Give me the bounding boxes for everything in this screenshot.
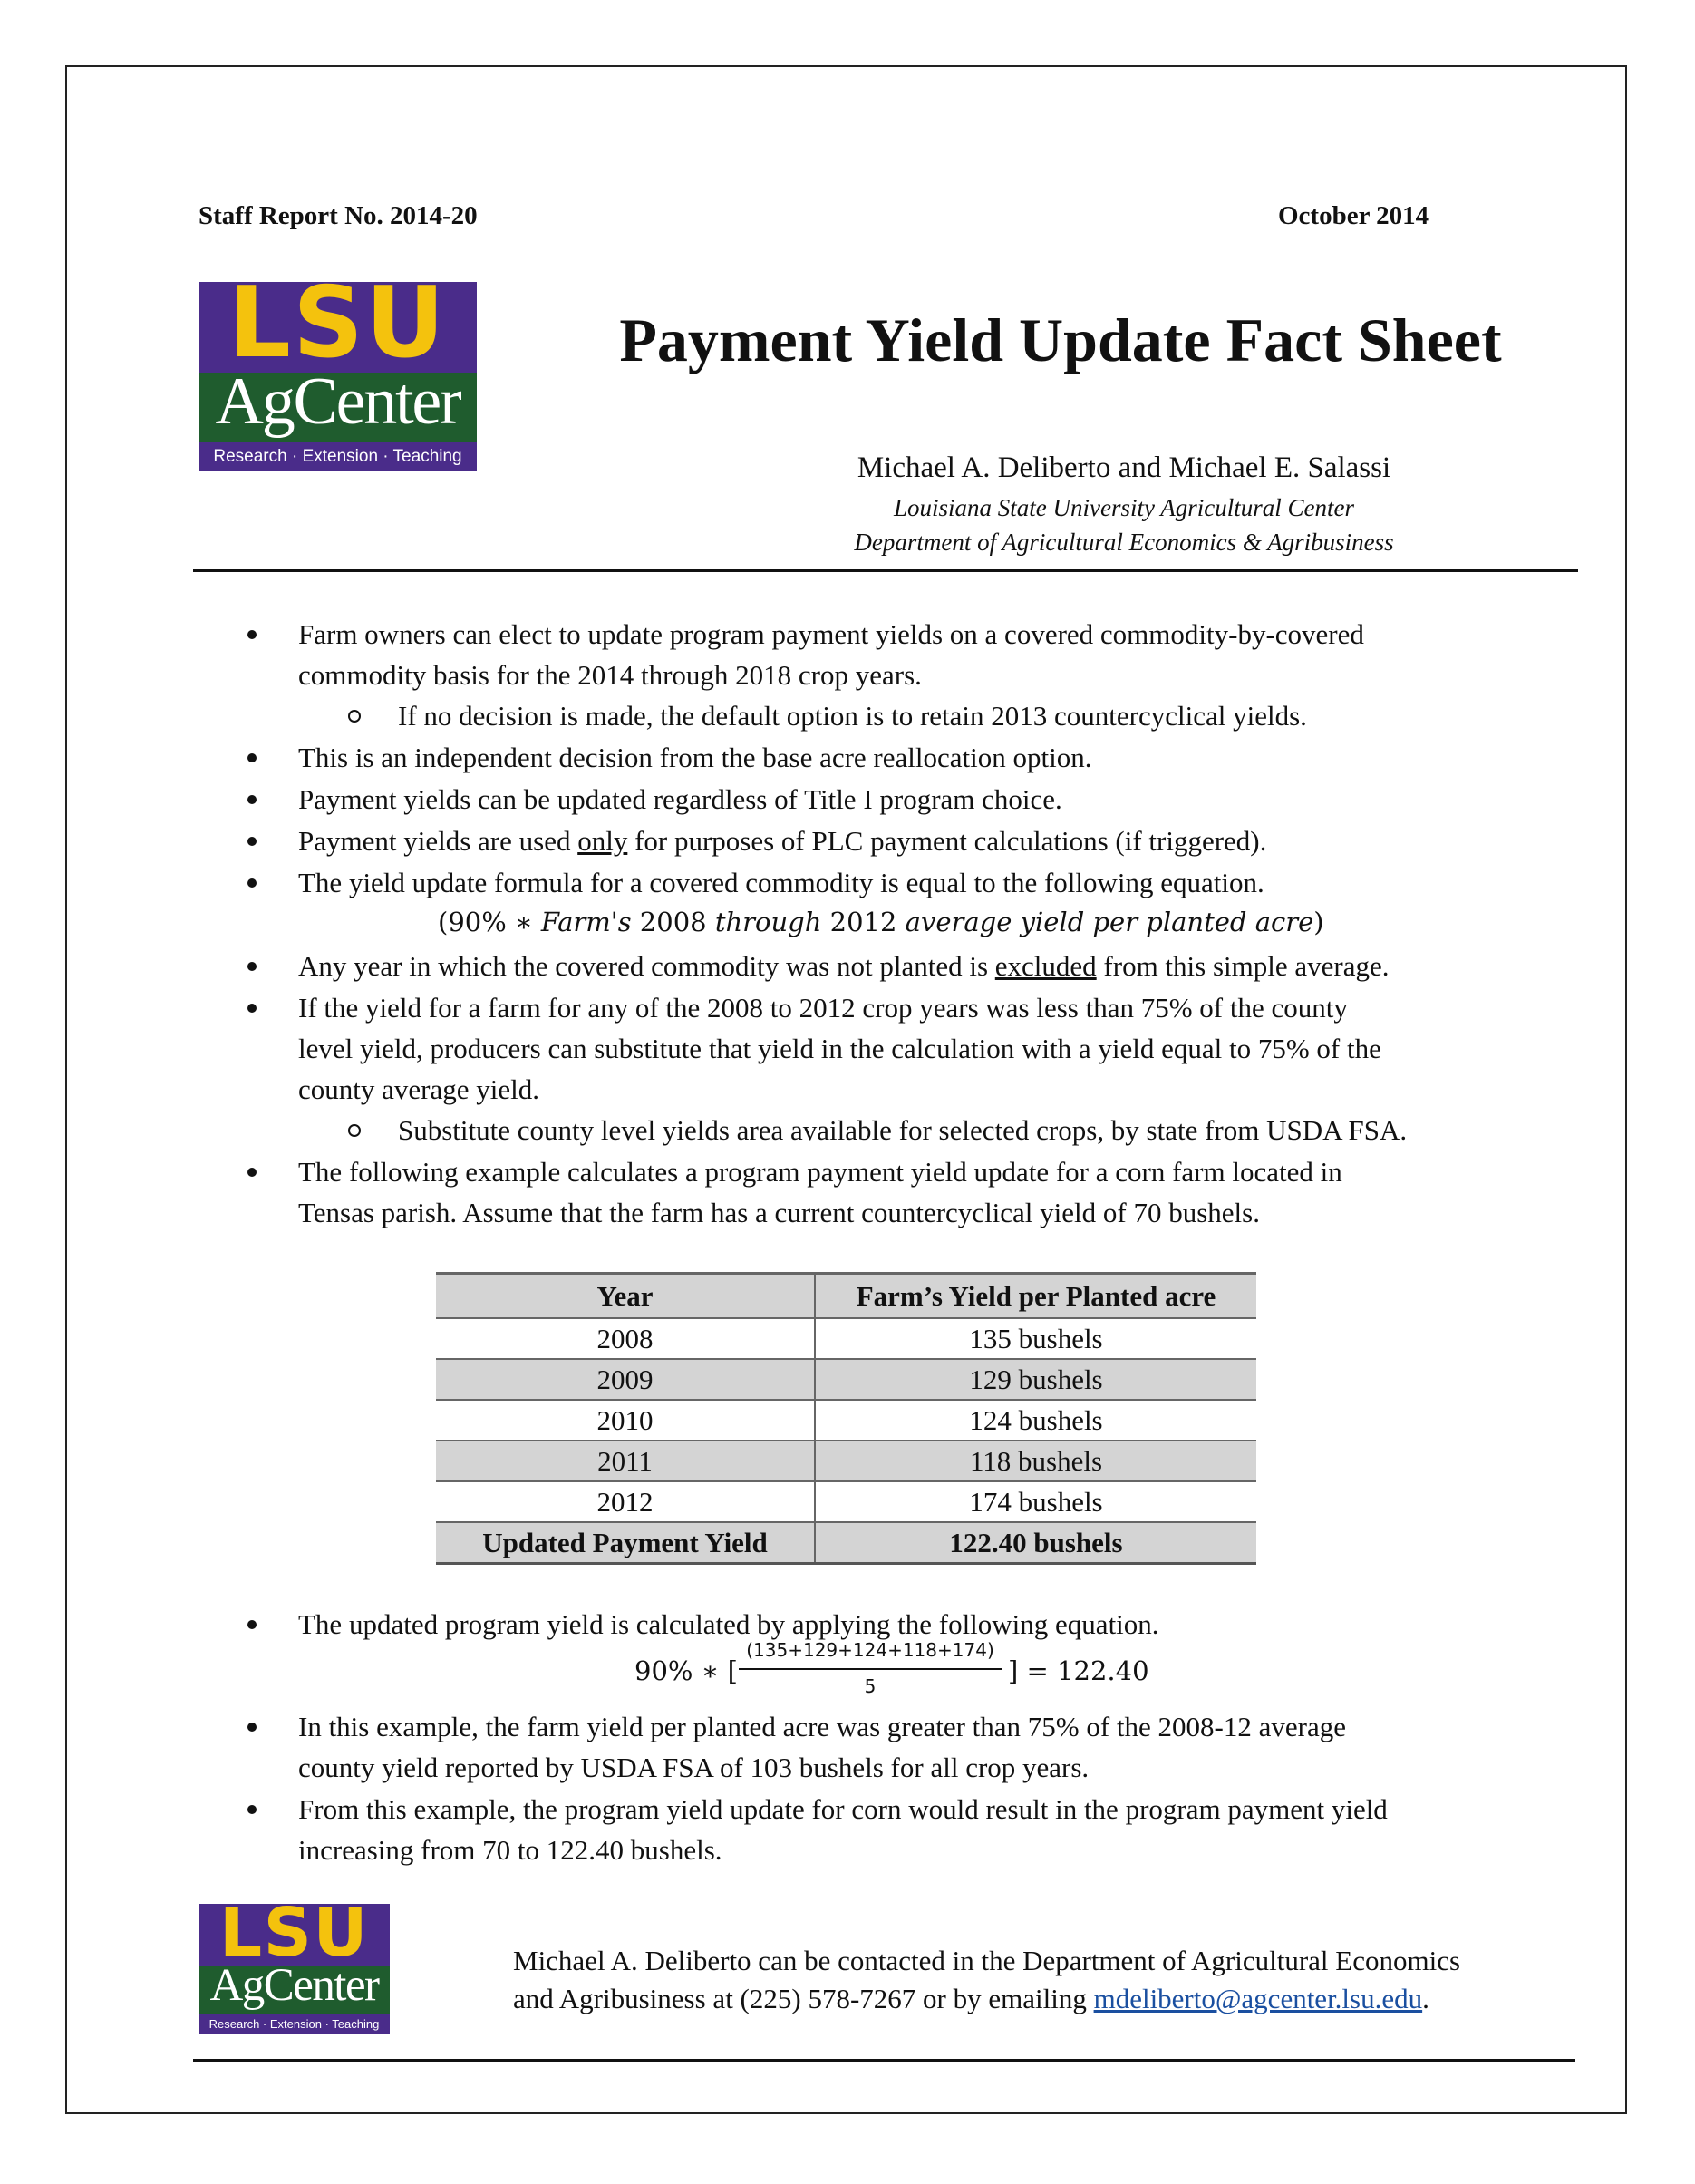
column-header-yield: Farm’s Yield per Planted acre [815,1274,1256,1319]
yield-formula [438,907,1324,937]
table-row [436,1441,1256,1481]
header-rule [193,569,1578,572]
logo-tagline: Research · Extension · Teaching [199,2014,390,2034]
list-item-continued: level yield, producers can substitute that yield in the calculation with a yield equal to 75% of the [298,1033,1381,1064]
year-cell: 2009 [436,1359,815,1400]
table-row [436,1359,1256,1400]
formula-numerator: (135+129+124+118+174) [746,1639,994,1661]
formula-part: average yield per planted acre [905,907,1314,937]
lsu-agcenter-logo [199,282,477,471]
list-item: Payment yields can be updated regardless of Title I program choice. [298,783,1062,815]
text-segment: and Agribusiness at (225) 578-7267 or by emailing [513,1983,1094,2014]
contact-line-2 [513,1980,1429,2018]
lsu-agcenter-logo-footer [199,1904,390,2034]
email-link[interactable]: mdeliberto@agcenter.lsu.edu [1093,1983,1423,2014]
contact-line-1: Michael A. Deliberto can be contacted in the Department of Agricultural Economics [513,1945,1461,1976]
formula-part: through [714,907,822,937]
list-item-continued: county yield reported by USDA FSA of 103 bushels for all crop years. [298,1752,1090,1783]
year-cell: 2012 [436,1481,815,1522]
bullet-icon [247,962,257,971]
year-cell: 2010 [436,1400,815,1441]
affiliation-university: Louisiana State University Agricultural Center [894,494,1354,521]
list-item: In this example, the farm yield per planted acre was greater than 75% of the 2008-12 average [298,1711,1346,1742]
year-cell: 2008 [436,1318,815,1359]
footer-rule [193,2059,1575,2062]
bullet-icon [247,1620,257,1629]
list-item-continued: Tensas parish. Assume that the farm has a current countercyclical yield of 70 bushels. [298,1197,1260,1228]
bullet-icon [247,1723,257,1732]
list-item-continued: increasing from 70 to 122.40 bushels. [298,1834,722,1866]
sub-list-item: If no decision is made, the default option is to retain 2013 countercyclical yields. [398,700,1307,732]
bullet-icon [247,1168,257,1177]
authors: Michael A. Deliberto and Michael E. Salassi [857,451,1391,484]
table-row [436,1481,1256,1522]
yield-table [436,1272,1256,1565]
calc-formula-right: ] = 122.40 [1008,1655,1149,1686]
bullet-icon [247,878,257,888]
text-segment: from this simple average. [1096,950,1390,982]
text-segment: . [1422,1983,1429,2014]
year-cell: 2011 [436,1441,815,1481]
logo-tagline: Research · Extension · Teaching [199,442,477,471]
sub-list-item: Substitute county level yields area available for selected crops, by state from USDA FSA. [398,1114,1408,1146]
underlined-text: only [577,825,628,857]
logo-lsu-text: LSU [219,1904,369,1966]
report-number: Staff Report No. 2014-20 [199,201,478,230]
bullet-icon [247,753,257,762]
fraction-bar [739,1668,1002,1670]
text-segment: Any year in which the covered commodity was not planted is [298,950,995,982]
yield-cell: 135 bushels [815,1318,1256,1359]
yield-cell: 124 bushels [815,1400,1256,1441]
logo-lsu-text: LSU [228,282,447,373]
formula-part: (90% ∗ [438,907,541,937]
total-label-cell: Updated Payment Yield [436,1522,815,1564]
report-date: October 2014 [1278,201,1429,230]
yield-cell: 118 bushels [815,1441,1256,1481]
list-item: Farm owners can elect to update program payment yields on a covered commodity-by-covered [298,618,1364,650]
table-row [436,1318,1256,1359]
list-item [298,820,1266,861]
bullet-icon [247,1805,257,1814]
underlined-text: excluded [994,950,1097,982]
bullet-icon [247,837,257,846]
formula-part: ) [1313,907,1324,937]
affiliation-department: Department of Agricultural Economics & Agribusiness [854,529,1394,556]
formula-part: Farm's [540,907,632,937]
formula-part: 2008 [631,907,715,937]
formula-part: 2012 [821,907,906,937]
text-segment: Payment yields are used [298,825,578,857]
sub-bullet-icon [348,710,361,723]
list-item-continued: county average yield. [298,1073,539,1105]
text-segment: for purposes of PLC payment calculations (if triggered). [627,825,1267,857]
yield-cell: 129 bushels [815,1359,1256,1400]
bullet-icon [247,1004,257,1013]
list-item: The updated program yield is calculated by applying the following equation. [298,1608,1159,1640]
list-item [298,946,1390,986]
column-header-year: Year [436,1274,815,1319]
list-item: From this example, the program yield update for corn would result in the program payment yield [298,1793,1388,1825]
table-header-row [436,1274,1256,1319]
bullet-icon [247,795,257,804]
logo-ag-text: AgCenter [215,372,460,440]
list-item: This is an independent decision from the base acre reallocation option. [298,742,1092,773]
list-item-continued: commodity basis for the 2014 through 2018 crop years. [298,659,922,691]
logo-ag-text: AgCenter [209,1966,379,2012]
bullet-icon [247,630,257,639]
table-row [436,1400,1256,1441]
page-title: Payment Yield Update Fact Sheet [619,306,1502,374]
total-value-cell: 122.40 bushels [815,1522,1256,1564]
yield-cell: 174 bushels [815,1481,1256,1522]
table-total-row [436,1522,1256,1564]
sub-bullet-icon [348,1124,361,1137]
list-item: The following example calculates a program payment yield update for a corn farm located in [298,1156,1342,1188]
list-item: If the yield for a farm for any of the 2008 to 2012 crop years was less than 75% of the county [298,992,1348,1024]
calc-formula-left: 90% ∗ [ [634,1655,738,1686]
formula-denominator: 5 [864,1675,877,1697]
list-item: The yield update formula for a covered commodity is equal to the following equation. [298,867,1264,898]
